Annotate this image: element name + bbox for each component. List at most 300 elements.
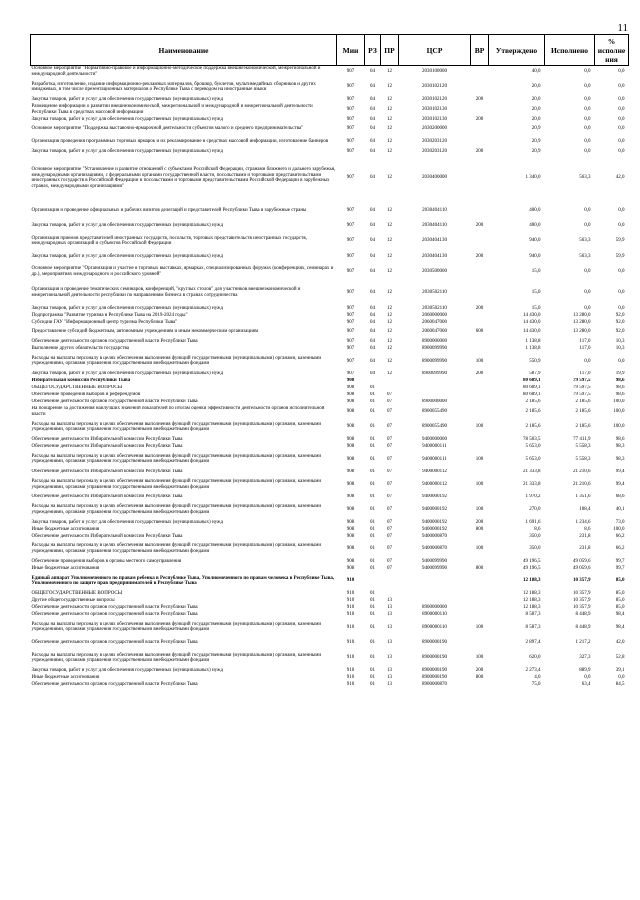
row-vr: 800 (475, 565, 484, 571)
row-executed: 0,0 (584, 84, 591, 90)
row-min: 908 (346, 481, 355, 487)
table-row (31, 450, 629, 468)
row-pr: 07 (387, 399, 392, 405)
row-percent: 85,0 (615, 598, 625, 603)
row-csr (399, 597, 471, 604)
row-executed: 8 448,9 (575, 624, 591, 630)
row-pr: 07 (387, 526, 392, 532)
row-pr: 12 (387, 371, 392, 377)
row-executed: 231,8 (579, 546, 591, 552)
row-rz: 04 (370, 116, 375, 122)
row-percent: 66,2 (615, 533, 625, 539)
row-executed: 0,0 (584, 290, 591, 296)
row-csr: 9400000192 (422, 526, 447, 532)
row-percent: 99,7 (615, 565, 625, 571)
row-pr: 12 (387, 329, 392, 335)
row-percent: 0,0 (618, 358, 625, 364)
row-vr: 800 (475, 526, 484, 532)
row-executed: 0,0 (584, 126, 591, 132)
row-min: 908 (346, 437, 355, 443)
row-executed: 77 411,9 (573, 437, 591, 443)
row-approved: 80 689,1 (523, 392, 541, 398)
row-percent: 0,0 (618, 116, 625, 122)
row-csr: 9400000192 (422, 507, 447, 513)
row-percent: 0,0 (618, 222, 625, 228)
row-vr: 100 (475, 424, 484, 430)
row-vr (471, 399, 489, 406)
row-name: Единый аппарат Уполномоченного по правам ребенка в Республике Тыва, Уполномоченного по правам человека в Республике Тыва, Уполномоченного по защите прав предпринимателей в Республике Тыва (31, 575, 335, 587)
row-executed: 327,3 (579, 655, 591, 661)
row-name: Обеспечение деятельности органов государственной власти Республики Тыва (31, 605, 198, 610)
row-min: 910 (346, 655, 355, 661)
row-min: 908 (346, 424, 355, 430)
row-approved: 21 333,8 (523, 469, 541, 475)
table-row (31, 392, 629, 399)
row-name: На поощрение за достижения наилучших значений показателей по итогам оценки эффективности деятельности органов исполнительной власти (31, 406, 325, 417)
table-row (31, 155, 629, 201)
row-approved: 20,0 (531, 106, 541, 112)
table-row (31, 312, 629, 319)
row-name: Подпрограмма "Развитие туризма в Республике Тыва на 2019-2024 годы" (31, 312, 188, 318)
row-approved: 550,9 (529, 358, 541, 364)
row-name: Обеспечение проведения выборов и референдумов (31, 392, 141, 398)
row-vr: 200 (475, 305, 484, 311)
table-row (31, 281, 629, 305)
row-executed: 0,0 (584, 674, 591, 680)
header-rz: РЗ (365, 35, 381, 66)
row-pr: 07 (387, 409, 392, 415)
row-rz: 04 (370, 126, 375, 132)
row-approved: 14 430,0 (523, 329, 541, 335)
row-min: 910 (346, 591, 355, 596)
row-percent: 98,4 (615, 624, 625, 630)
row-vr (471, 494, 489, 501)
row-csr: 2030404110 (422, 207, 447, 213)
row-pr: 07 (387, 469, 392, 475)
row-min: 907 (346, 207, 355, 213)
row-vr (471, 319, 489, 326)
row-percent: 0,0 (618, 138, 625, 144)
row-min: 910 (346, 612, 355, 617)
row-percent: 92,0 (615, 312, 625, 318)
row-csr (399, 385, 471, 392)
row-approved: 75,0 (531, 681, 541, 687)
row-executed: 0,0 (584, 138, 591, 144)
row-percent: 68,6 (615, 494, 625, 500)
row-rz: 01 (370, 392, 375, 398)
row-executed: 2 185,6 (575, 409, 591, 415)
row-min: 910 (346, 578, 355, 584)
row-vr (471, 312, 489, 319)
header-name: Наименование (31, 35, 337, 66)
row-name: Организация приемов представителей иностранных государств, посольств, торговых представительств иностранных государств, международных организаций и субъектов Российской Федерации (31, 235, 307, 247)
page-number: 11 (617, 22, 628, 34)
row-percent: 10,3 (615, 346, 625, 352)
row-name: Расходы на выплаты персоналу в целях обеспечения выполнения функций государственными (муниципальными) органами, казенными учреждениями, органами управления государственными внебюджетными фондами (31, 479, 322, 490)
row-executed: 8,6 (584, 526, 591, 532)
row-name: Иные бюджетные ассигнования (31, 565, 100, 571)
table-row (31, 540, 629, 558)
row-vr (471, 469, 489, 476)
row-executed: 0,0 (584, 148, 591, 154)
row-percent: 98,6 (615, 392, 625, 398)
row-rz: 01 (370, 605, 375, 610)
row-executed: 13 280,0 (573, 312, 591, 318)
row-name: Обеспечение деятельности Избирательной комиссии Республики Тыва (31, 494, 183, 500)
table-row (31, 250, 629, 263)
row-vr (471, 392, 489, 399)
row-pr: 12 (387, 69, 392, 75)
row-percent: 0,0 (618, 106, 625, 112)
row-pr: 07 (387, 494, 392, 500)
row-percent: 98,6 (615, 385, 625, 391)
row-rz: 04 (370, 269, 375, 275)
row-min: 907 (346, 290, 355, 296)
row-csr: 8900000000 (422, 339, 447, 345)
row-approved: 270,0 (529, 507, 541, 513)
row-percent: 59,9 (615, 253, 625, 259)
row-rz: 01 (370, 526, 375, 532)
table-row (31, 219, 629, 232)
row-name: Обеспечение деятельности органов государственной власти Республики Тыва (31, 399, 198, 405)
row-rz: 01 (370, 639, 375, 645)
row-vr (471, 232, 489, 250)
row-approved: 80 689,1 (523, 385, 541, 391)
row-pr: 13 (387, 598, 392, 603)
table-row (31, 501, 629, 519)
row-percent: 0,0 (618, 305, 625, 311)
row-pr: 13 (387, 674, 392, 680)
row-name: Предоставление субсидий бюджетным, автономным учреждениям и иным некоммерческим организациям (31, 329, 259, 335)
table-row (31, 96, 629, 103)
row-percent: 42,0 (615, 639, 625, 645)
row-approved: 78 503,5 (523, 437, 541, 443)
row-rz: 01 (370, 591, 375, 596)
row-percent: 100,0 (613, 399, 625, 405)
row-executed: 10 357,9 (573, 578, 591, 584)
row-pr: 12 (387, 290, 392, 296)
row-name: Расходы на выплаты персоналу в целях обеспечения выполнения функций государственными (муниципальными) органами, казенными учреждениями, органами управления государственными внебюджетными фондами (31, 621, 322, 633)
row-min: 910 (346, 667, 355, 673)
row-rz: 01 (370, 667, 375, 673)
row-vr: 200 (475, 116, 484, 122)
row-rz: 01 (370, 612, 375, 617)
row-executed: 0,0 (584, 269, 591, 275)
row-approved: 587,9 (529, 371, 541, 377)
row-vr: 100 (475, 456, 484, 462)
row-csr: 9400000112 (422, 481, 447, 487)
row-rz: 04 (370, 329, 375, 335)
row-percent: 99,7 (615, 558, 625, 564)
row-executed: 108,4 (579, 507, 591, 513)
row-percent: 98,6 (615, 378, 625, 384)
row-vr (471, 338, 489, 345)
row-approved: 350,0 (529, 546, 541, 552)
row-approved: 49 196,5 (523, 565, 541, 571)
row-rz: 01 (370, 533, 375, 539)
row-pr: 13 (387, 639, 392, 645)
row-executed: 1 217,2 (575, 639, 591, 645)
row-approved: 350,0 (529, 533, 541, 539)
row-executed: 117,0 (579, 339, 591, 345)
table-row (31, 674, 629, 681)
row-pr: 12 (387, 253, 392, 259)
row-percent: 42,0 (615, 175, 625, 181)
table-row (31, 66, 629, 79)
table-row (31, 135, 629, 148)
table-row (31, 418, 629, 436)
row-csr: 8900000190 (422, 667, 447, 673)
row-executed: 8 448,9 (575, 612, 591, 617)
row-percent: 92,0 (615, 319, 625, 325)
row-executed: 79 597,5 (573, 385, 591, 391)
row-vr: 100 (475, 358, 484, 364)
row-approved: 5 653,0 (525, 456, 541, 462)
row-min: 907 (346, 69, 355, 75)
row-vr: 200 (475, 148, 484, 154)
row-vr: 100 (475, 546, 484, 552)
row-csr: 9400000111 (422, 456, 447, 462)
row-csr (399, 590, 471, 597)
row-name: Закупка товаров, работ и услуг для обеспечения государственных (муниципальных) нужд (31, 148, 224, 154)
row-csr: 2030500000 (422, 269, 447, 275)
header-executed: Исполнено (545, 35, 595, 66)
table-row (31, 406, 629, 419)
row-percent: 0,0 (618, 207, 625, 213)
row-csr: 2030200000 (422, 126, 447, 132)
row-pr: 07 (387, 565, 392, 571)
row-name: Обеспечение деятельности Избирательной комиссии Республики Тыва (31, 437, 183, 443)
row-pr: 12 (387, 138, 392, 144)
row-csr: 9400099990 (422, 558, 447, 564)
row-approved: 12 188,3 (523, 605, 541, 610)
row-percent: 98,3 (615, 456, 625, 462)
row-approved: 21 333,8 (523, 481, 541, 487)
row-vr: 100 (475, 624, 484, 630)
row-name: Субсидии ГАУ "Информационный центр туризма Республики Тыва" (31, 319, 178, 325)
row-rz: 01 (370, 565, 375, 571)
row-vr (471, 378, 489, 385)
table-row (31, 469, 629, 476)
row-rz: 04 (370, 69, 375, 75)
row-rz (365, 572, 381, 590)
row-percent: 0,0 (618, 69, 625, 75)
row-pr (381, 385, 399, 392)
budget-table (30, 34, 629, 688)
row-name: Закупка товаров, работ и услуг для обеспечения государственных (муниципальных) нужд (31, 371, 224, 377)
row-vr (471, 681, 489, 688)
row-approved: 15,0 (531, 269, 541, 275)
row-pr: 12 (387, 312, 392, 318)
row-rz: 04 (370, 175, 375, 181)
row-vr (471, 533, 489, 540)
row-percent: 0,0 (618, 148, 625, 154)
row-vr: 100 (475, 507, 484, 513)
row-executed: 49 059,6 (573, 558, 591, 564)
row-pr: 07 (387, 456, 392, 462)
row-csr: 8900000870 (422, 681, 447, 687)
row-rz: 04 (370, 96, 375, 102)
row-csr: 2030404130 (422, 238, 447, 244)
row-rz: 01 (370, 681, 375, 687)
row-min: 910 (346, 598, 355, 603)
row-executed: 79 597,5 (573, 378, 591, 384)
row-vr (471, 281, 489, 305)
row-csr (399, 378, 471, 385)
row-executed: 13 280,0 (573, 319, 591, 325)
table-row (31, 436, 629, 443)
row-name: Расходы на выплаты персоналу в целях обеспечения выполнения функций государственными (муниципальными) органами, казенными учреждениями, органами управления государственными внебюджетными фондами (31, 543, 322, 555)
table-header-row (31, 35, 629, 66)
row-percent: 19,9 (615, 371, 625, 377)
row-pr: 07 (387, 546, 392, 552)
table-body (31, 66, 629, 689)
row-min: 907 (346, 319, 355, 325)
row-executed: 0,0 (584, 106, 591, 112)
table-row (31, 476, 629, 494)
row-rz: 01 (370, 409, 375, 415)
row-pr: 12 (387, 106, 392, 112)
table-row (31, 326, 629, 339)
row-vr: 200 (475, 667, 484, 673)
row-vr (471, 597, 489, 604)
row-rz: 01 (370, 399, 375, 405)
header-pr: ПР (381, 35, 399, 66)
row-csr: 2030100000 (422, 69, 447, 75)
table-row (31, 519, 629, 526)
row-approved: 14 430,0 (523, 319, 541, 325)
row-percent: 0,0 (618, 126, 625, 132)
row-rz: 04 (370, 138, 375, 144)
row-vr (471, 590, 489, 597)
row-rz: 04 (370, 358, 375, 364)
row-pr: 12 (387, 339, 392, 345)
row-approved: 12 188,3 (523, 598, 541, 603)
row-min: 908 (346, 409, 355, 415)
row-percent: 10,3 (615, 339, 625, 345)
row-approved: 49 196,5 (523, 558, 541, 564)
row-approved: 1 691,6 (525, 519, 541, 525)
table-row (31, 371, 629, 378)
header-percent: % исполне ния (595, 35, 629, 66)
row-vr (471, 604, 489, 611)
row-approved: 2 185,6 (525, 399, 541, 405)
row-rz: 01 (370, 598, 375, 603)
row-name: Организация и проведение официальных и рабочих визитов делегаций и представителей Республики Тыва в зарубежные страны (31, 207, 307, 213)
row-percent: 66,2 (615, 546, 625, 552)
row-percent: 52,8 (615, 655, 625, 661)
row-percent: 85,0 (615, 591, 625, 596)
row-csr: 2030502110 (422, 305, 447, 311)
table-row (31, 116, 629, 123)
row-name: Обеспечение деятельности Избирательной комиссии Республики Тыва (31, 533, 183, 539)
row-approved: 940,0 (529, 253, 541, 259)
table-row (31, 649, 629, 667)
row-min: 908 (346, 469, 355, 475)
row-executed: 117,0 (579, 371, 591, 377)
row-min: 907 (346, 269, 355, 275)
row-csr: 2030404110 (422, 222, 447, 228)
row-csr: 9400000192 (422, 494, 447, 500)
row-percent: 99,4 (615, 469, 625, 475)
row-vr (471, 78, 489, 96)
row-approved: 14 430,0 (523, 312, 541, 318)
row-pr: 13 (387, 612, 392, 617)
row-csr: 8900099990 (422, 371, 447, 377)
row-csr: 9400000112 (422, 469, 447, 475)
row-rz: 04 (370, 339, 375, 345)
row-rz: 01 (370, 456, 375, 462)
row-executed: 13 280,0 (573, 329, 591, 335)
row-pr: 13 (387, 655, 392, 661)
row-rz: 04 (370, 148, 375, 154)
row-name: Обеспечение деятельности органов государственной власти Республики Тыва (31, 612, 198, 617)
row-vr: 200 (475, 253, 484, 259)
row-executed: 0,0 (584, 116, 591, 122)
row-csr: 2030502110 (422, 290, 447, 296)
row-name: Закупка товаров, работ и услуг для обеспечения государственных (муниципальных) нужд (31, 667, 224, 673)
row-min: 907 (346, 238, 355, 244)
row-min: 908 (346, 456, 355, 462)
row-pr: 07 (387, 444, 392, 450)
row-csr: 2060047000 (422, 329, 447, 335)
table-row (31, 494, 629, 501)
row-pr: 12 (387, 358, 392, 364)
row-name: Размещение информации о развитии внешнеэкономической, межрегиональной и международной и межрегиональной деятельности Республики Тыва в средствах массовой информации (31, 103, 313, 115)
row-min: 908 (346, 558, 355, 564)
row-rz: 04 (370, 106, 375, 112)
row-min: 908 (346, 526, 355, 532)
row-min: 907 (346, 148, 355, 154)
table-row (31, 533, 629, 540)
row-name: Закупка товаров, работ и услуг для обеспечения государственных (муниципальных) нужд (31, 305, 224, 311)
row-approved: 1 138,8 (525, 339, 541, 345)
row-csr: 2030203120 (422, 148, 447, 154)
row-approved: 20,9 (531, 126, 541, 132)
row-vr (471, 558, 489, 565)
row-rz: 01 (370, 469, 375, 475)
row-csr: 2030102120 (422, 96, 447, 102)
header-approved: Утверждено (489, 35, 545, 66)
table-row (31, 123, 629, 136)
row-percent: 100,0 (613, 526, 625, 532)
row-executed: 21 210,6 (573, 469, 591, 475)
row-approved: 20,9 (531, 138, 541, 144)
table-row (31, 443, 629, 450)
row-pr: 07 (387, 507, 392, 513)
row-approved: 8,6 (534, 526, 541, 532)
row-csr: 8900000110 (422, 624, 447, 630)
row-min: 910 (346, 605, 355, 610)
row-rz: 01 (370, 385, 375, 391)
row-pr: 13 (387, 605, 392, 610)
row-pr (381, 378, 399, 385)
row-min: 908 (346, 533, 355, 539)
row-csr: 8900000190 (422, 639, 447, 645)
row-rz: 01 (370, 507, 375, 513)
row-min: 907 (346, 312, 355, 318)
row-pr: 12 (387, 207, 392, 213)
row-min: 907 (346, 84, 355, 90)
row-rz: 04 (370, 238, 375, 244)
row-csr: 2030203120 (422, 138, 447, 144)
row-percent: 98,3 (615, 444, 625, 450)
row-pr: 07 (387, 519, 392, 525)
row-pr: 07 (387, 533, 392, 539)
row-name: Закупка товаров, работ и услуг для обеспечения государственных (муниципальных) нужд (31, 96, 224, 102)
row-pr: 13 (387, 667, 392, 673)
row-approved: 20,0 (531, 116, 541, 122)
